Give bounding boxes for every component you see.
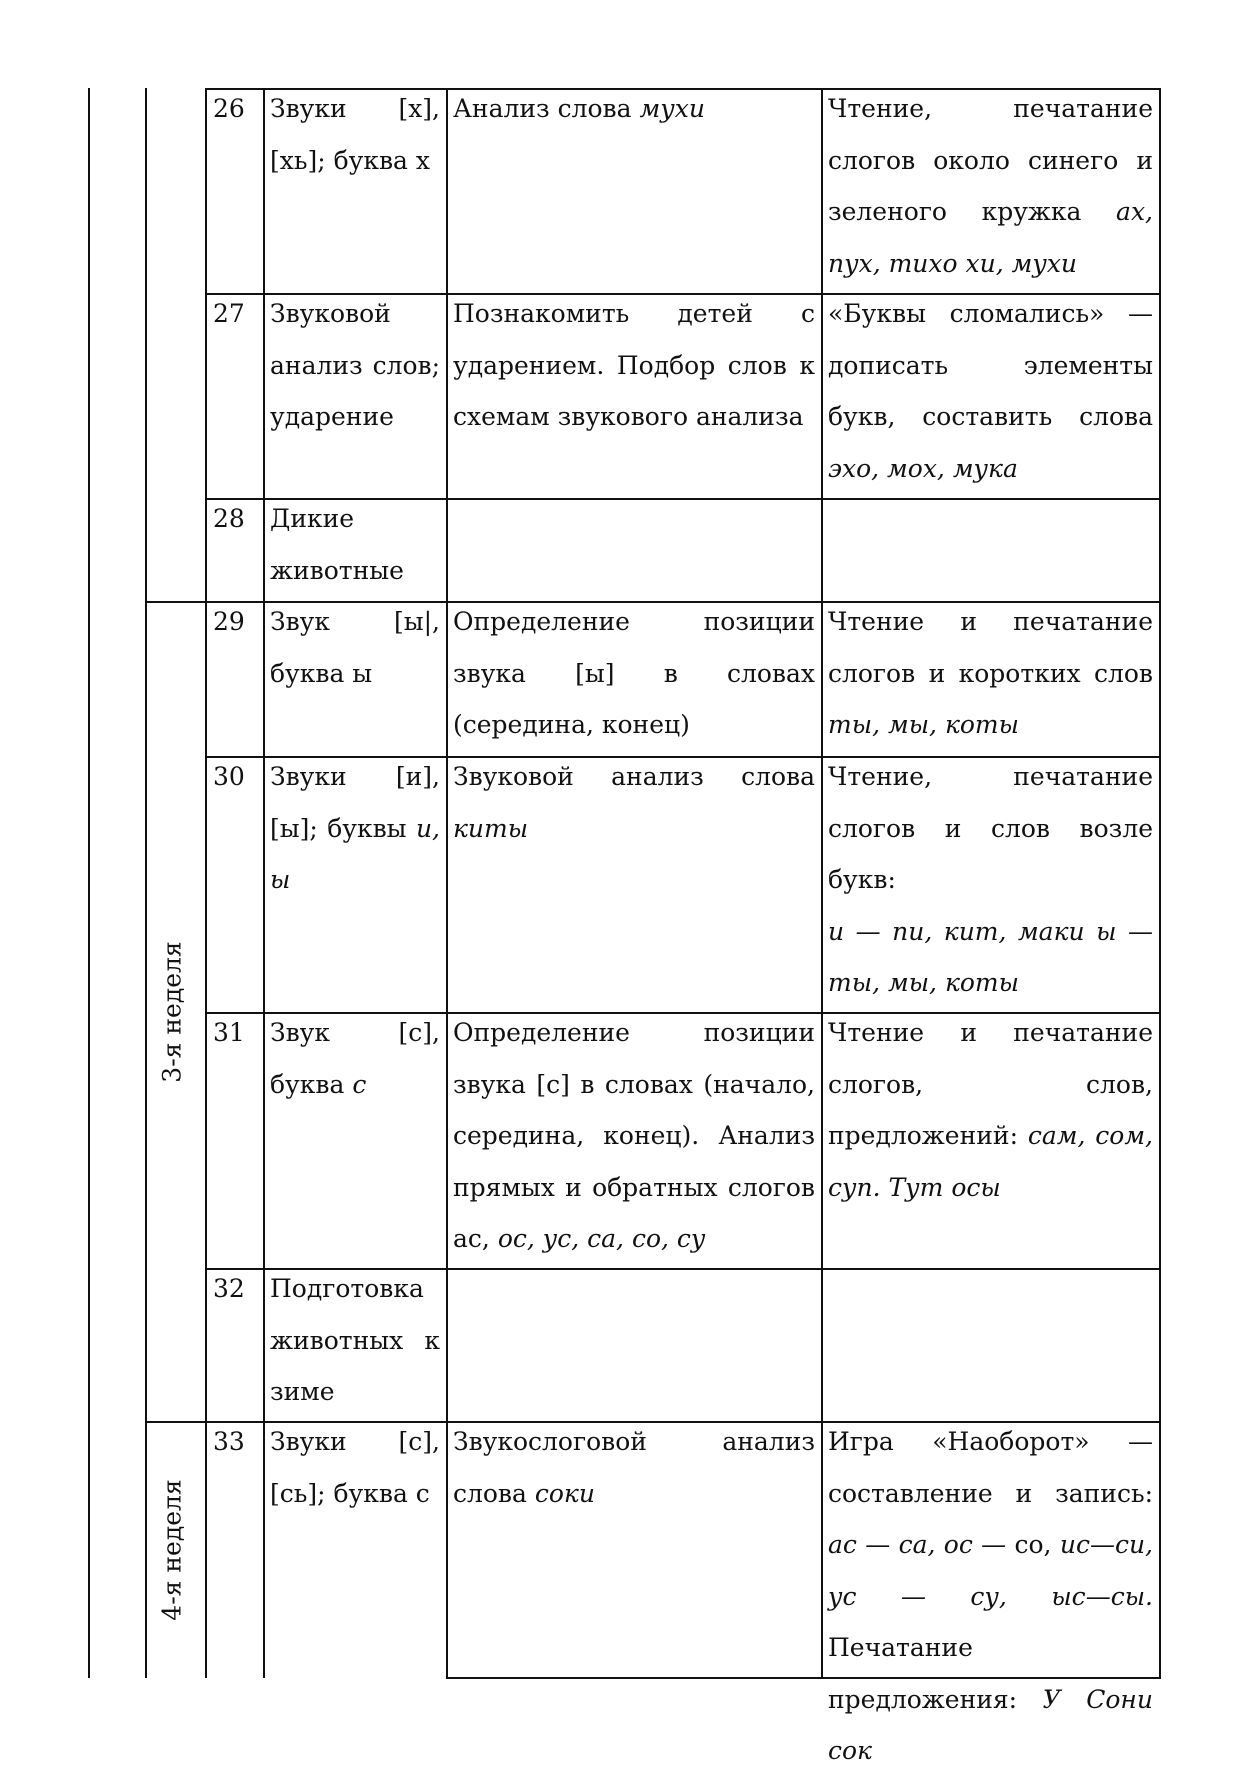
row-activity: Чтение и печатание слогов, слов, предложений: сам, сом, суп. Тут осы bbox=[828, 1018, 1153, 1202]
row-topic: Звук [ы|, буква ы bbox=[270, 607, 440, 688]
row-topic: Звуки [х], [хь]; буква х bbox=[270, 94, 440, 175]
row-task: Определение позиции звука [с] в словах (начало, середина, конец). Анализ прямых и обратных слогов ас, ос, ус, са, со, су bbox=[453, 1018, 815, 1253]
row-activity: Чтение, печатание слогов и слов возле букв: и — пи, кит, маки ы — ты, мы, коты bbox=[828, 762, 1153, 997]
row-activity: «Буквы сломались» — дописать элементы букв, составить слова эхо, мох, мука bbox=[828, 299, 1153, 483]
row-task: Анализ слова мухи bbox=[453, 94, 705, 123]
row-topic: Звуки [и], [ы]; буквы и, ы bbox=[270, 762, 440, 894]
row-num: 28 bbox=[213, 504, 245, 533]
row-topic: Звуки [с], [сь]; буква с bbox=[270, 1427, 440, 1508]
row-num: 27 bbox=[213, 299, 245, 328]
row-activity: Чтение и печатание слогов и коротких слов ты, мы, коты bbox=[828, 607, 1153, 739]
row-task: Познакомить детей с ударением. Подбор слов к схемам звукового анализа bbox=[453, 299, 815, 431]
table-right-border bbox=[1159, 88, 1161, 1678]
row-task: Звуковой анализ слова киты bbox=[453, 762, 815, 843]
row-num: 31 bbox=[213, 1018, 245, 1047]
row-num: 26 bbox=[213, 94, 245, 123]
row-topic: Звук [с], буква с bbox=[270, 1018, 440, 1099]
row-activity: Чтение, печатание слогов около синего и зеленого кружка ах, пух, тихо хи, мухи bbox=[828, 94, 1153, 278]
row-topic: Подготовка животных к зиме bbox=[270, 1274, 440, 1406]
row-num: 30 bbox=[213, 762, 245, 791]
row-topic: Звуковой анализ слов; ударение bbox=[270, 299, 440, 431]
row-task: Звукослоговой анализ слова соки bbox=[453, 1427, 815, 1508]
row-task: Определение позиции звука [ы] в словах (середина, конец) bbox=[453, 607, 815, 739]
week-label-3: 3-я неделя bbox=[157, 941, 187, 1083]
row-topic: Дикие животные bbox=[270, 504, 404, 585]
week-label-4: 4-я неделя bbox=[157, 1479, 187, 1621]
week-column-left-border bbox=[145, 88, 147, 1678]
row-num: 29 bbox=[213, 607, 245, 636]
row-activity: Игра «Наоборот» — составление и запись: ас — са, ос — со, ис—си, ус — су, ыс—сы. Печатание предложения: У Сони сок bbox=[828, 1427, 1153, 1765]
row-num: 32 bbox=[213, 1274, 245, 1303]
row-num: 33 bbox=[213, 1427, 245, 1456]
margin-line-left bbox=[88, 88, 90, 1678]
